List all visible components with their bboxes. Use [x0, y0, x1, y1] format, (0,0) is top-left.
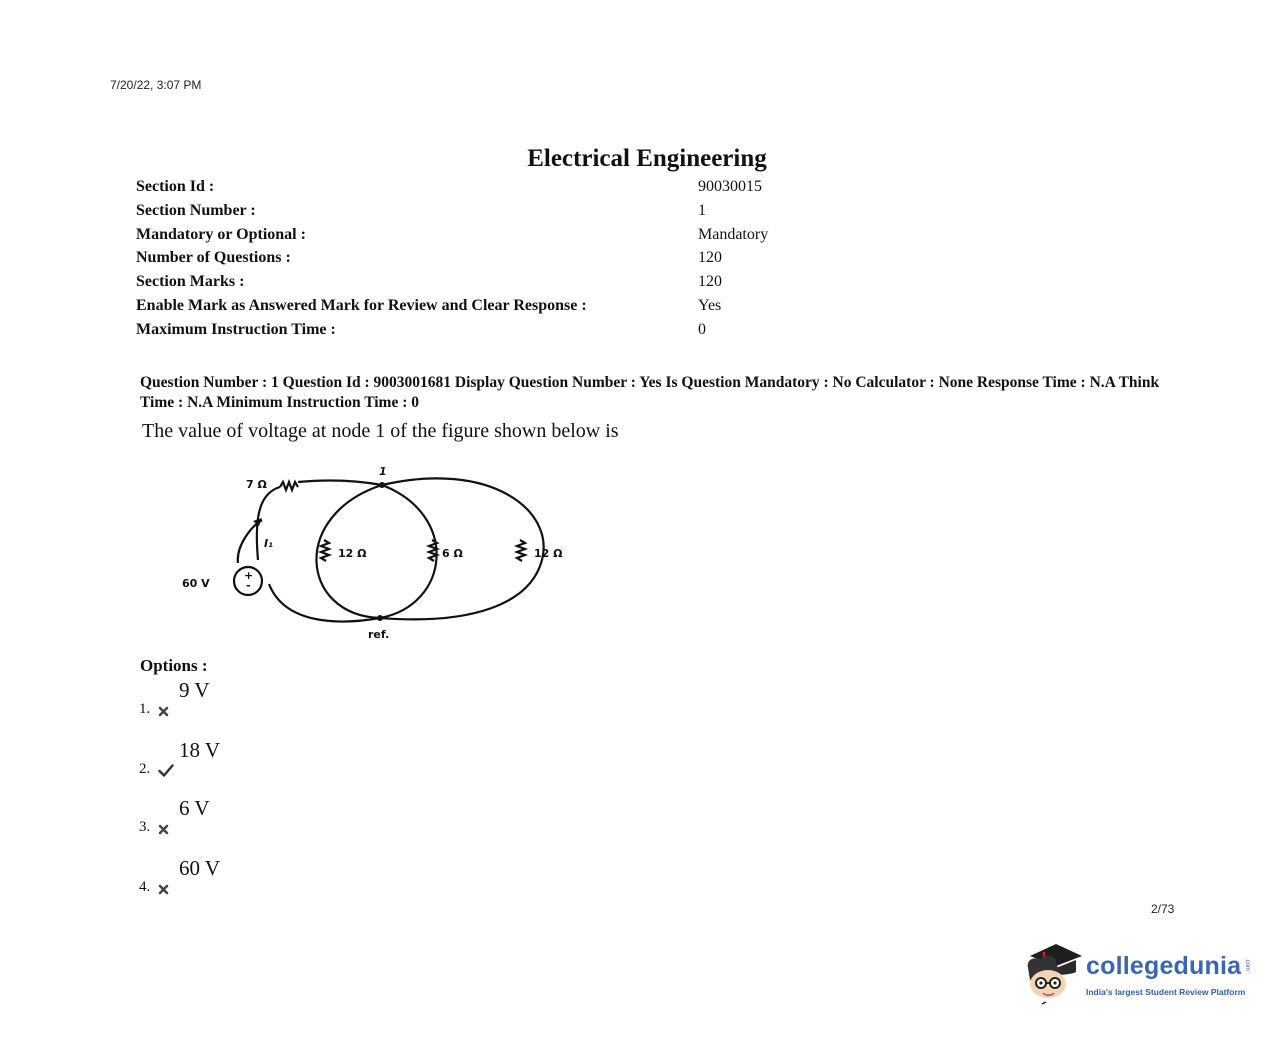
source-label: 60 V — [182, 577, 210, 590]
option-number: 3. — [139, 819, 151, 835]
info-value: Yes — [698, 296, 722, 314]
info-value: 90030015 — [698, 178, 762, 195]
info-value: 120 — [698, 249, 722, 267]
resistor-7-ohm-label: 7 Ω — [246, 478, 267, 491]
current-label: I₁ — [264, 537, 273, 550]
check-icon — [158, 764, 174, 777]
option-number: 2. — [139, 761, 151, 777]
options-heading: Options : — [140, 656, 208, 675]
option-number: 1. — [139, 701, 151, 717]
cross-icon — [158, 824, 169, 835]
print-timestamp: 7/20/22, 3:07 PM — [110, 78, 202, 92]
resistor-12-ohm-left-label: 12 Ω — [338, 547, 367, 560]
node-1-dot — [379, 482, 385, 488]
resistor-12-ohm-right-label: 12 Ω — [534, 547, 563, 560]
option-2 — [139, 738, 339, 778]
info-value: Mandatory — [698, 225, 769, 243]
outer-wire-top — [298, 481, 382, 485]
source-polarity-plus: + — [244, 569, 254, 582]
option-number: 4. — [139, 879, 151, 895]
cross-icon — [158, 706, 169, 717]
logo-tagline: India's largest Student Review Platform — [1086, 987, 1246, 997]
resistor-12-ohm-left — [321, 540, 329, 561]
cross-icon — [158, 884, 169, 895]
info-label: Enable Mark as Answered Mark for Review and Clear Response : — [136, 296, 587, 314]
option-1 — [139, 678, 339, 718]
logo-suffix: .com — [1244, 958, 1250, 972]
collegedunia-logo[interactable] — [1022, 938, 1252, 1008]
source-polarity-minus: - — [246, 579, 251, 592]
resistor-12-ohm-right — [517, 540, 525, 561]
page-number: 2/73 — [1151, 902, 1175, 916]
option-text: 18 V — [179, 738, 221, 762]
info-label: Number of Questions : — [136, 249, 291, 267]
resistor-6-ohm-label: 6 Ω — [442, 547, 463, 560]
option-text: 60 V — [179, 856, 221, 880]
option-3 — [139, 796, 339, 836]
info-value: 0 — [698, 320, 706, 338]
info-label: Section Number : — [136, 201, 256, 219]
resistor-7-ohm — [280, 482, 298, 490]
info-value: 120 — [698, 273, 722, 291]
info-label: Section Marks : — [136, 273, 245, 291]
option-text: 9 V — [179, 678, 210, 702]
logo-wordmark: collegedunia — [1086, 952, 1242, 980]
info-value: 1 — [698, 201, 706, 219]
ref-node-dot — [377, 615, 383, 621]
section-title: Electrical Engineering — [527, 145, 767, 172]
question-metadata: Question Number : 1 Question Id : 9003001681 Display Question Number : Yes Is Question Mandatory : No Calculator : None Response Time : N.A Think Time : N.A Minimum Instruction Time : 0 — [140, 374, 1160, 411]
circuit-diagram — [170, 455, 590, 650]
ref-label: ref. — [368, 628, 390, 641]
question-text: The value of voltage at node 1 of the figure shown below is — [142, 420, 619, 442]
info-label: Mandatory or Optional : — [136, 225, 306, 243]
info-label: Section Id : — [136, 178, 215, 195]
mascot-icon — [1022, 938, 1084, 1008]
info-label: Maximum Instruction Time : — [136, 320, 336, 338]
option-text: 6 V — [179, 796, 210, 820]
node-1-label: 1 — [379, 465, 387, 478]
option-4 — [139, 856, 339, 896]
